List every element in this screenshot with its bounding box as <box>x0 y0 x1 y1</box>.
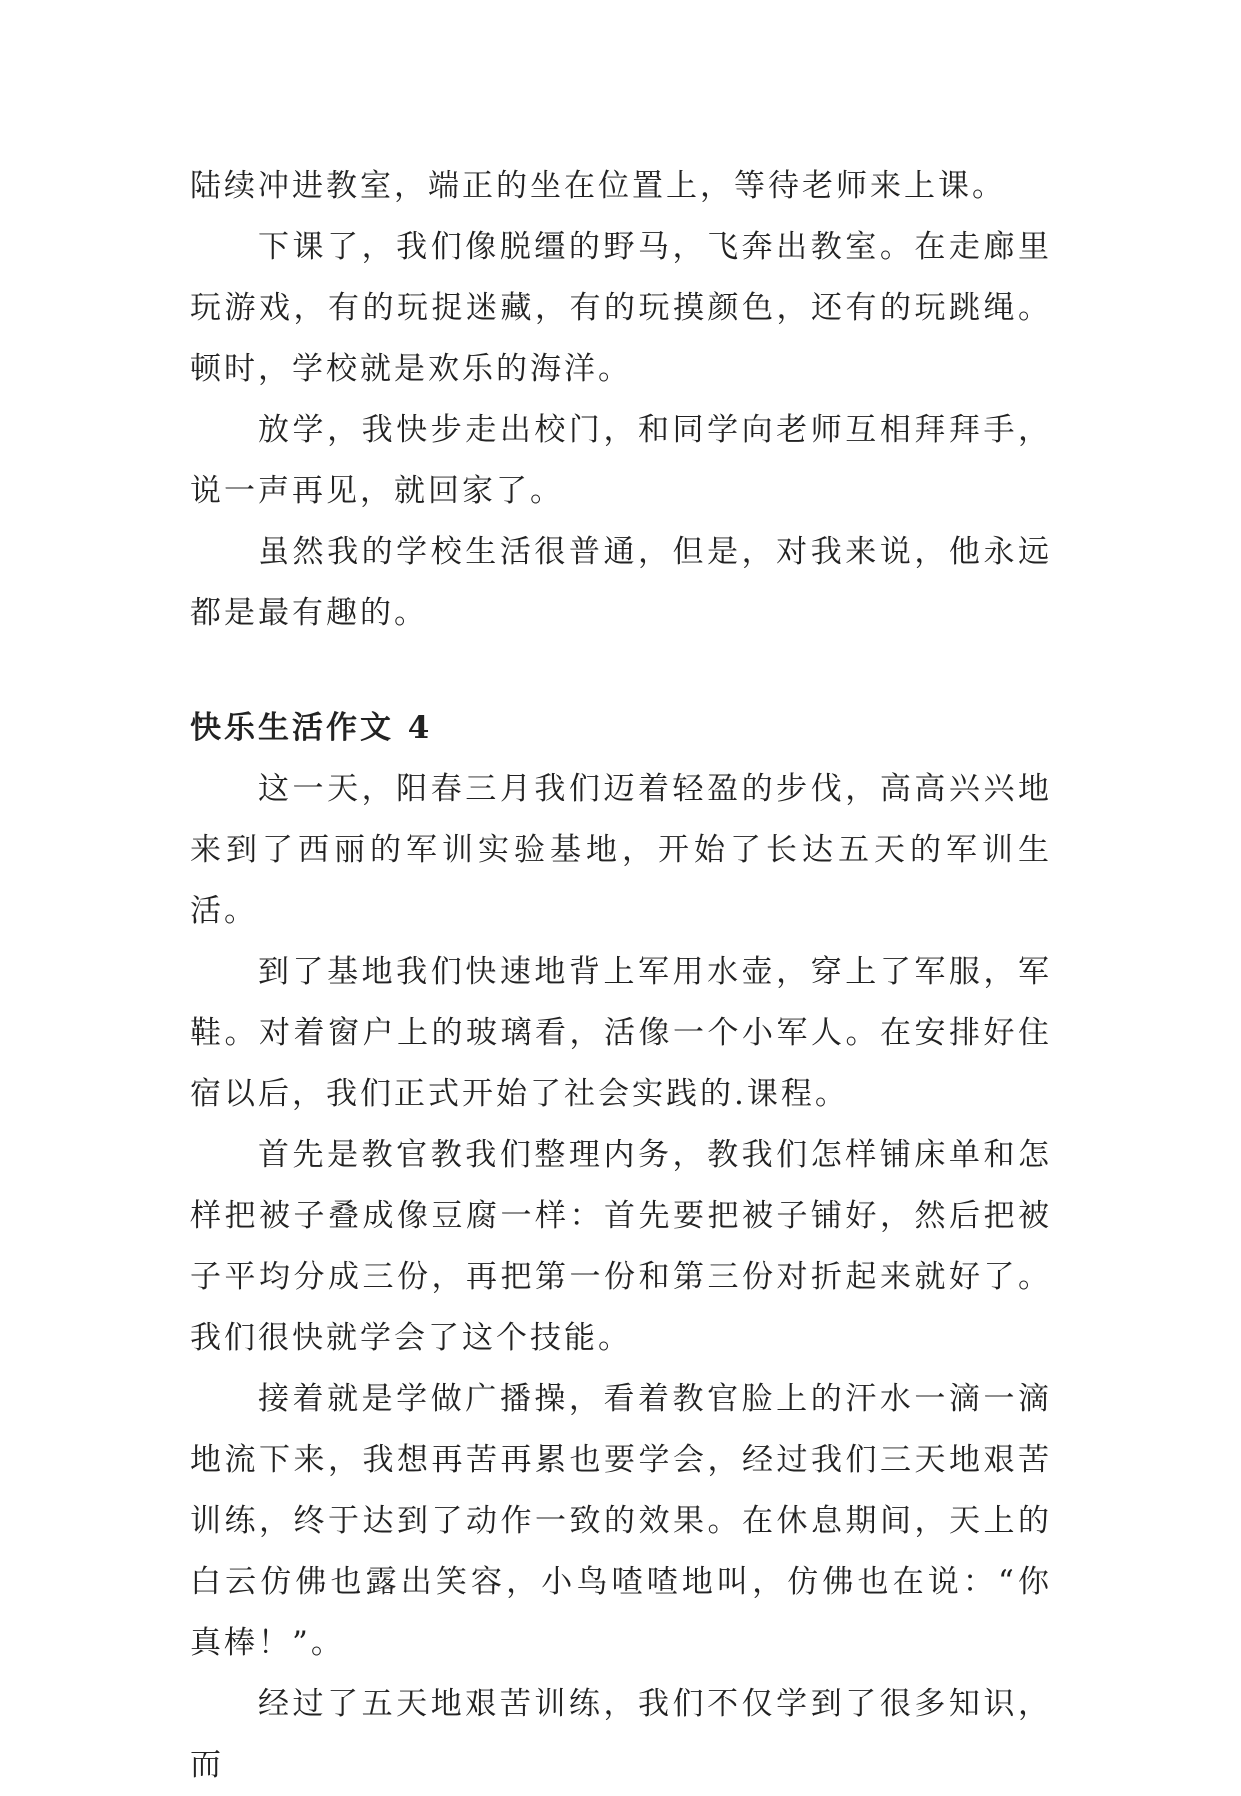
paragraph: 这一天，阳春三月我们迈着轻盈的步伐，高高兴兴地来到了西丽的军训实验基地，开始了长达五天的军训生活。 <box>190 771 1052 929</box>
paragraph: 接着就是学做广播操，看着教官脸上的汗水一滴一滴地流下来，我想再苦再累也要学会，经过我们三天地艰苦训练，终于达到了动作一致的效果。在休息期间，天上的白云仿佛也露出笑容，小鸟喳喳地叫，仿佛也在说：“你真棒！”。 <box>190 1381 1052 1661</box>
essay-title: 快乐生活作文 4 <box>190 710 433 746</box>
paragraph: 首先是教官教我们整理内务，教我们怎样铺床单和怎样把被子叠成像豆腐一样：首先要把被子铺好，然后把被子平均分成三份，再把第一份和第三份对折起来就好了。我们很快就学会了这个技能。 <box>190 1137 1052 1356</box>
paragraph-continuation: 陆续冲进教室，端正的坐在位置上，等待老师来上课。 <box>190 168 1006 204</box>
document-body <box>190 156 1052 1796</box>
paragraph: 到了基地我们快速地背上军用水壶，穿上了军服，军鞋。对着窗户上的玻璃看，活像一个小军人。在安排好住宿以后，我们正式开始了社会实践的.课程。 <box>190 954 1052 1112</box>
paragraph: 下课了，我们像脱缰的野马，飞奔出教室。在走廊里玩游戏，有的玩捉迷藏，有的玩摸颜色，还有的玩跳绳。顿时，学校就是欢乐的海洋。 <box>190 229 1052 387</box>
paragraph-truncated: 经过了五天地艰苦训练，我们不仅学到了很多知识，而 <box>190 1686 1052 1783</box>
paragraph: 虽然我的学校生活很普通，但是，对我来说，他永远都是最有趣的。 <box>190 534 1052 631</box>
paragraph: 放学，我快步走出校门，和同学向老师互相拜拜手，说一声再见，就回家了。 <box>190 412 1052 509</box>
